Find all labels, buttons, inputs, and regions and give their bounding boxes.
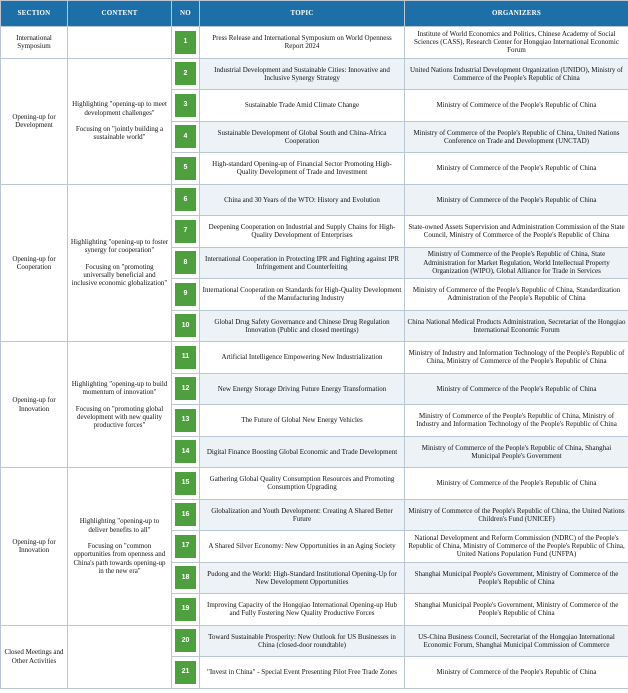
header-content: CONTENT — [68, 1, 172, 27]
row-number-cell — [172, 279, 200, 311]
row-number-cell — [172, 594, 200, 626]
row-number-badge: 21 — [175, 661, 196, 684]
organizers-cell: China National Medical Products Administration, Secretariat of the Hongqiao International Economic Forum — [405, 310, 628, 342]
topic-cell: Press Release and International Symposium on World Openness Report 2024 — [200, 27, 405, 59]
section-name: Opening-up for Innovation — [1, 468, 68, 626]
table-row — [1, 342, 628, 374]
section-name: Opening-up for Innovation — [1, 342, 68, 468]
row-number-cell — [172, 342, 200, 374]
table-body — [1, 27, 628, 689]
topic-cell: Improving Capacity of the Hongqiao International Opening-up Hub and Fully Fostering New Quality Productive Forces — [200, 594, 405, 626]
topic-cell: Toward Sustainable Prosperity: New Outlook for US Businesses in China (closed-door roundtable) — [200, 625, 405, 657]
organizers-cell: Ministry of Commerce of the People's Republic of China, the United Nations Children's Fund (UNICEF) — [405, 499, 628, 531]
organizers-cell: Ministry of Commerce of the People's Republic of China — [405, 153, 628, 185]
organizers-cell: Ministry of Commerce of the People's Republic of China — [405, 468, 628, 500]
topic-cell: High-standard Opening-up of Financial Sector Promoting High-Quality Development of Trade and Investment — [200, 153, 405, 185]
row-number-badge: 12 — [175, 377, 196, 400]
organizers-cell: State-owned Assets Supervision and Administration Commission of the State Council, Ministry of Commerce of the People's Republic of China — [405, 216, 628, 248]
table-row — [1, 58, 628, 90]
row-number-cell — [172, 216, 200, 248]
row-number-badge: 7 — [175, 220, 196, 243]
section-name: International Symposium — [1, 27, 68, 59]
section-content: Highlighting "opening-up to deliver benefits to all" Focusing on "common opportunities from openness and China's path towards opening-up in the new era" — [73, 517, 166, 575]
section-content-cell — [68, 58, 172, 184]
row-number-badge: 14 — [175, 440, 196, 463]
topic-cell: A Shared Silver Economy: New Opportunities in an Aging Society — [200, 531, 405, 563]
organizers-cell: US-China Business Council, Secretariat of the Hongqiao International Economic Forum, Shanghai Municipal Commission of Commerce — [405, 625, 628, 657]
row-number-badge: 20 — [175, 629, 196, 652]
row-number-badge: 15 — [175, 472, 196, 495]
topic-cell: Sustainable Trade Amid Climate Change — [200, 90, 405, 122]
organizers-cell: Ministry of Commerce of the People's Republic of China, United Nations Conference on Trade and Development (UNCTAD) — [405, 121, 628, 153]
row-number-badge: 9 — [175, 283, 196, 306]
row-number-badge: 4 — [175, 125, 196, 148]
organizers-cell: Ministry of Commerce of the People's Republic of China, Standardization Administration of the People's Republic of China — [405, 279, 628, 311]
row-number-cell — [172, 247, 200, 279]
organizers-cell: Ministry of Commerce of the People's Republic of China — [405, 657, 628, 689]
topic-cell: International Cooperation on Standards for High-Quality Development of the Manufacturing Industry — [200, 279, 405, 311]
organizers-cell: National Development and Reform Commission (NDRC) of the People's Republic of China, Ministry of Commerce of the People's Republic of China, United Nations Population Fund (UNFPA) — [405, 531, 628, 563]
topic-cell: "Invest in China" - Special Event Presenting Pilot Free Trade Zones — [200, 657, 405, 689]
section-name: Closed Meetings and Other Activities — [1, 625, 68, 688]
organizers-cell: Ministry of Commerce of the People's Republic of China — [405, 90, 628, 122]
row-number-cell — [172, 310, 200, 342]
section-content: Highlighting "opening-up to build momentum of innovation" Focusing on "promoting global development with new quality productive forces" — [71, 379, 168, 429]
organizers-cell: Ministry of Commerce of the People's Republic of China, Ministry of Industry and Information Technology of the People's Republic of China — [405, 405, 628, 437]
section-content: Highlighting "opening-up to foster synergy for cooperation" Focusing on "promoting universally beneficial and inclusive economic globalization" — [70, 238, 169, 288]
table-row — [1, 625, 628, 657]
row-number-badge: 2 — [175, 62, 196, 85]
section-content-cell — [68, 468, 172, 626]
section-content-cell — [68, 342, 172, 468]
topic-cell: Pudong and the World: High-Standard Institutional Opening-Up for New Development Opportunities — [200, 562, 405, 594]
section-name: Opening-up for Cooperation — [1, 184, 68, 342]
row-number-cell — [172, 657, 200, 689]
row-number-cell — [172, 121, 200, 153]
section-content: Highlighting "opening-up to meet development challenges" Focusing on "jointly building a sustainable world" — [72, 100, 167, 142]
organizers-cell: Shanghai Municipal People's Government, Ministry of Commerce of the People's Republic of China — [405, 594, 628, 626]
table-row — [1, 27, 628, 59]
row-number-cell — [172, 27, 200, 59]
table-row — [1, 184, 628, 216]
table-header-row — [1, 1, 628, 27]
topic-cell: New Energy Storage Driving Future Energy Transformation — [200, 373, 405, 405]
row-number-badge: 1 — [175, 31, 196, 54]
header-no: NO — [172, 1, 200, 27]
row-number-cell — [172, 499, 200, 531]
organizers-cell: Ministry of Commerce of the People's Republic of China — [405, 373, 628, 405]
row-number-badge: 8 — [175, 251, 196, 274]
topic-cell: Globalization and Youth Development: Creating A Shared Better Future — [200, 499, 405, 531]
header-section: SECTION — [1, 1, 68, 27]
row-number-cell — [172, 153, 200, 185]
row-number-cell — [172, 373, 200, 405]
organizers-cell: United Nations Industrial Development Organization (UNIDO), Ministry of Commerce of the People's Republic of China — [405, 58, 628, 90]
topic-cell: Digital Finance Boosting Global Economic and Trade Development — [200, 436, 405, 468]
organizers-cell: Ministry of Industry and Information Technology of the People's Republic of China, Ministry of Commerce of the People's Republic of China — [405, 342, 628, 374]
topic-cell: China and 30 Years of the WTO: History and Evolution — [200, 184, 405, 216]
row-number-badge: 19 — [175, 598, 196, 621]
topic-cell: Industrial Development and Sustainable Cities: Innovative and Inclusive Synergy Strategy — [200, 58, 405, 90]
row-number-cell — [172, 436, 200, 468]
topic-cell: Artificial Intelligence Empowering New Industrialization — [200, 342, 405, 374]
row-number-badge: 11 — [175, 346, 196, 369]
topic-cell: The Future of Global New Energy Vehicles — [200, 405, 405, 437]
row-number-cell — [172, 468, 200, 500]
header-topic: TOPIC — [200, 1, 405, 27]
row-number-cell — [172, 58, 200, 90]
topic-cell: Sustainable Development of Global South and China-Africa Cooperation — [200, 121, 405, 153]
topic-cell: Deepening Cooperation on Industrial and Supply Chains for High-Quality Development of Enterprises — [200, 216, 405, 248]
organizers-cell: Ministry of Commerce of the People's Republic of China, Shanghai Municipal People's Government — [405, 436, 628, 468]
row-number-badge: 10 — [175, 314, 196, 337]
row-number-cell — [172, 625, 200, 657]
section-name: Opening-up for Development — [1, 58, 68, 184]
organizers-cell: Ministry of Commerce of the People's Republic of China, State Administration for Market Regulation, World Intellectual Property Organization (WIPO), Global Alliance for Trade in Services — [405, 247, 628, 279]
row-number-badge: 18 — [175, 566, 196, 589]
topic-cell: International Cooperation in Protecting IPR and Fighting against IPR Infringement and Counterfeiting — [200, 247, 405, 279]
section-content-cell — [68, 625, 172, 688]
organizers-cell: Institute of World Economics and Politics, Chinese Academy of Social Sciences (CASS), Research Center for Hongqiao International Economic Forum — [405, 27, 628, 59]
topic-cell: Global Drug Safety Governance and Chinese Drug Regulation Innovation (Public and closed meetings) — [200, 310, 405, 342]
row-number-cell — [172, 405, 200, 437]
table-row — [1, 468, 628, 500]
row-number-badge: 5 — [175, 157, 196, 180]
topic-cell: Gathering Global Quality Consumption Resources and Promoting Consumption Upgrading — [200, 468, 405, 500]
row-number-cell — [172, 90, 200, 122]
section-content-cell — [68, 27, 172, 59]
row-number-cell — [172, 184, 200, 216]
row-number-badge: 16 — [175, 503, 196, 526]
row-number-badge: 3 — [175, 94, 196, 117]
row-number-badge: 6 — [175, 188, 196, 211]
row-number-badge: 17 — [175, 535, 196, 558]
row-number-badge: 13 — [175, 409, 196, 432]
row-number-cell — [172, 531, 200, 563]
row-number-cell — [172, 562, 200, 594]
organizers-cell: Ministry of Commerce of the People's Republic of China — [405, 184, 628, 216]
header-organizers: ORGANIZERS — [405, 1, 628, 27]
organizers-cell: Shanghai Municipal People's Government, Ministry of Commerce of the People's Republic of China — [405, 562, 628, 594]
section-content-cell — [68, 184, 172, 342]
